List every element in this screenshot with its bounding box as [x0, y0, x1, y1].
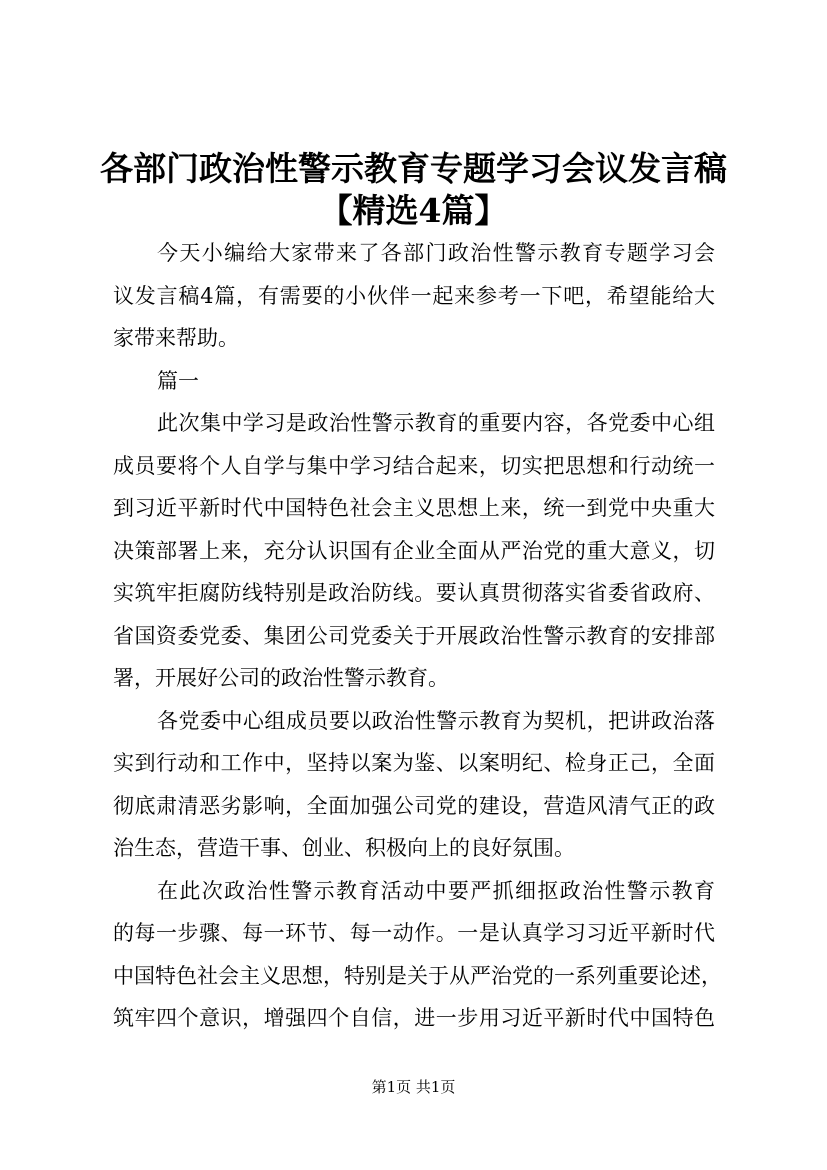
- body-line: 省国资委党委、集团公司党委关于开展政治性警示教育的安排部: [113, 624, 715, 648]
- body-line: 到习近平新时代中国特色社会主义思想上来，统一到党中央重大: [113, 496, 715, 520]
- page-footer: 第1页 共1页: [371, 1078, 456, 1096]
- body-line: 在此次政治性警示教育活动中要严抓细抠政治性警示教育: [157, 879, 715, 903]
- body-line: 各党委中心组成员要以政治性警示教育为契机，把讲政治落: [157, 709, 715, 733]
- body-line: 议发言稿4篇，有需要的小伙伴一起来参考一下吧，希望能给大: [113, 284, 715, 308]
- body-line: 筑牢四个意识，增强四个自信，进一步用习近平新时代中国特色: [113, 1006, 715, 1030]
- body-line: 决策部署上来，充分认识国有企业全面从严治党的重大意义，切: [113, 539, 715, 563]
- section-heading: 篇一: [157, 369, 199, 393]
- body-line: 实到行动和工作中，坚持以案为鉴、以案明纪、检身正己，全面: [113, 751, 715, 775]
- body-line: 的每一步骤、每一环节、每一动作。一是认真学习习近平新时代: [113, 921, 715, 945]
- body-line: 实筑牢拒腐防线特别是政治防线。要认真贯彻落实省委省政府、: [113, 581, 715, 605]
- body-line: 彻底肃清恶劣影响，全面加强公司党的建设，营造风清气正的政: [113, 794, 715, 818]
- body-line: 署，开展好公司的政治性警示教育。: [113, 666, 449, 690]
- body-line: 今天小编给大家带来了各部门政治性警示教育专题学习会: [157, 241, 715, 265]
- body-line: 中国特色社会主义思想，特别是关于从严治党的一系列重要论述，: [113, 964, 722, 988]
- body-line: 成员要将个人自学与集中学习结合起来，切实把思想和行动统一: [113, 454, 715, 478]
- document-title-subtitle: 【精选4篇】: [319, 191, 508, 230]
- body-line: 家带来帮助。: [113, 326, 239, 350]
- body-line: 此次集中学习是政治性警示教育的重要内容，各党委中心组: [157, 411, 715, 435]
- document-title: 各部门政治性警示教育专题学习会议发言稿: [100, 149, 727, 188]
- body-line: 治生态，营造干事、创业、积极向上的良好氛围。: [113, 836, 575, 860]
